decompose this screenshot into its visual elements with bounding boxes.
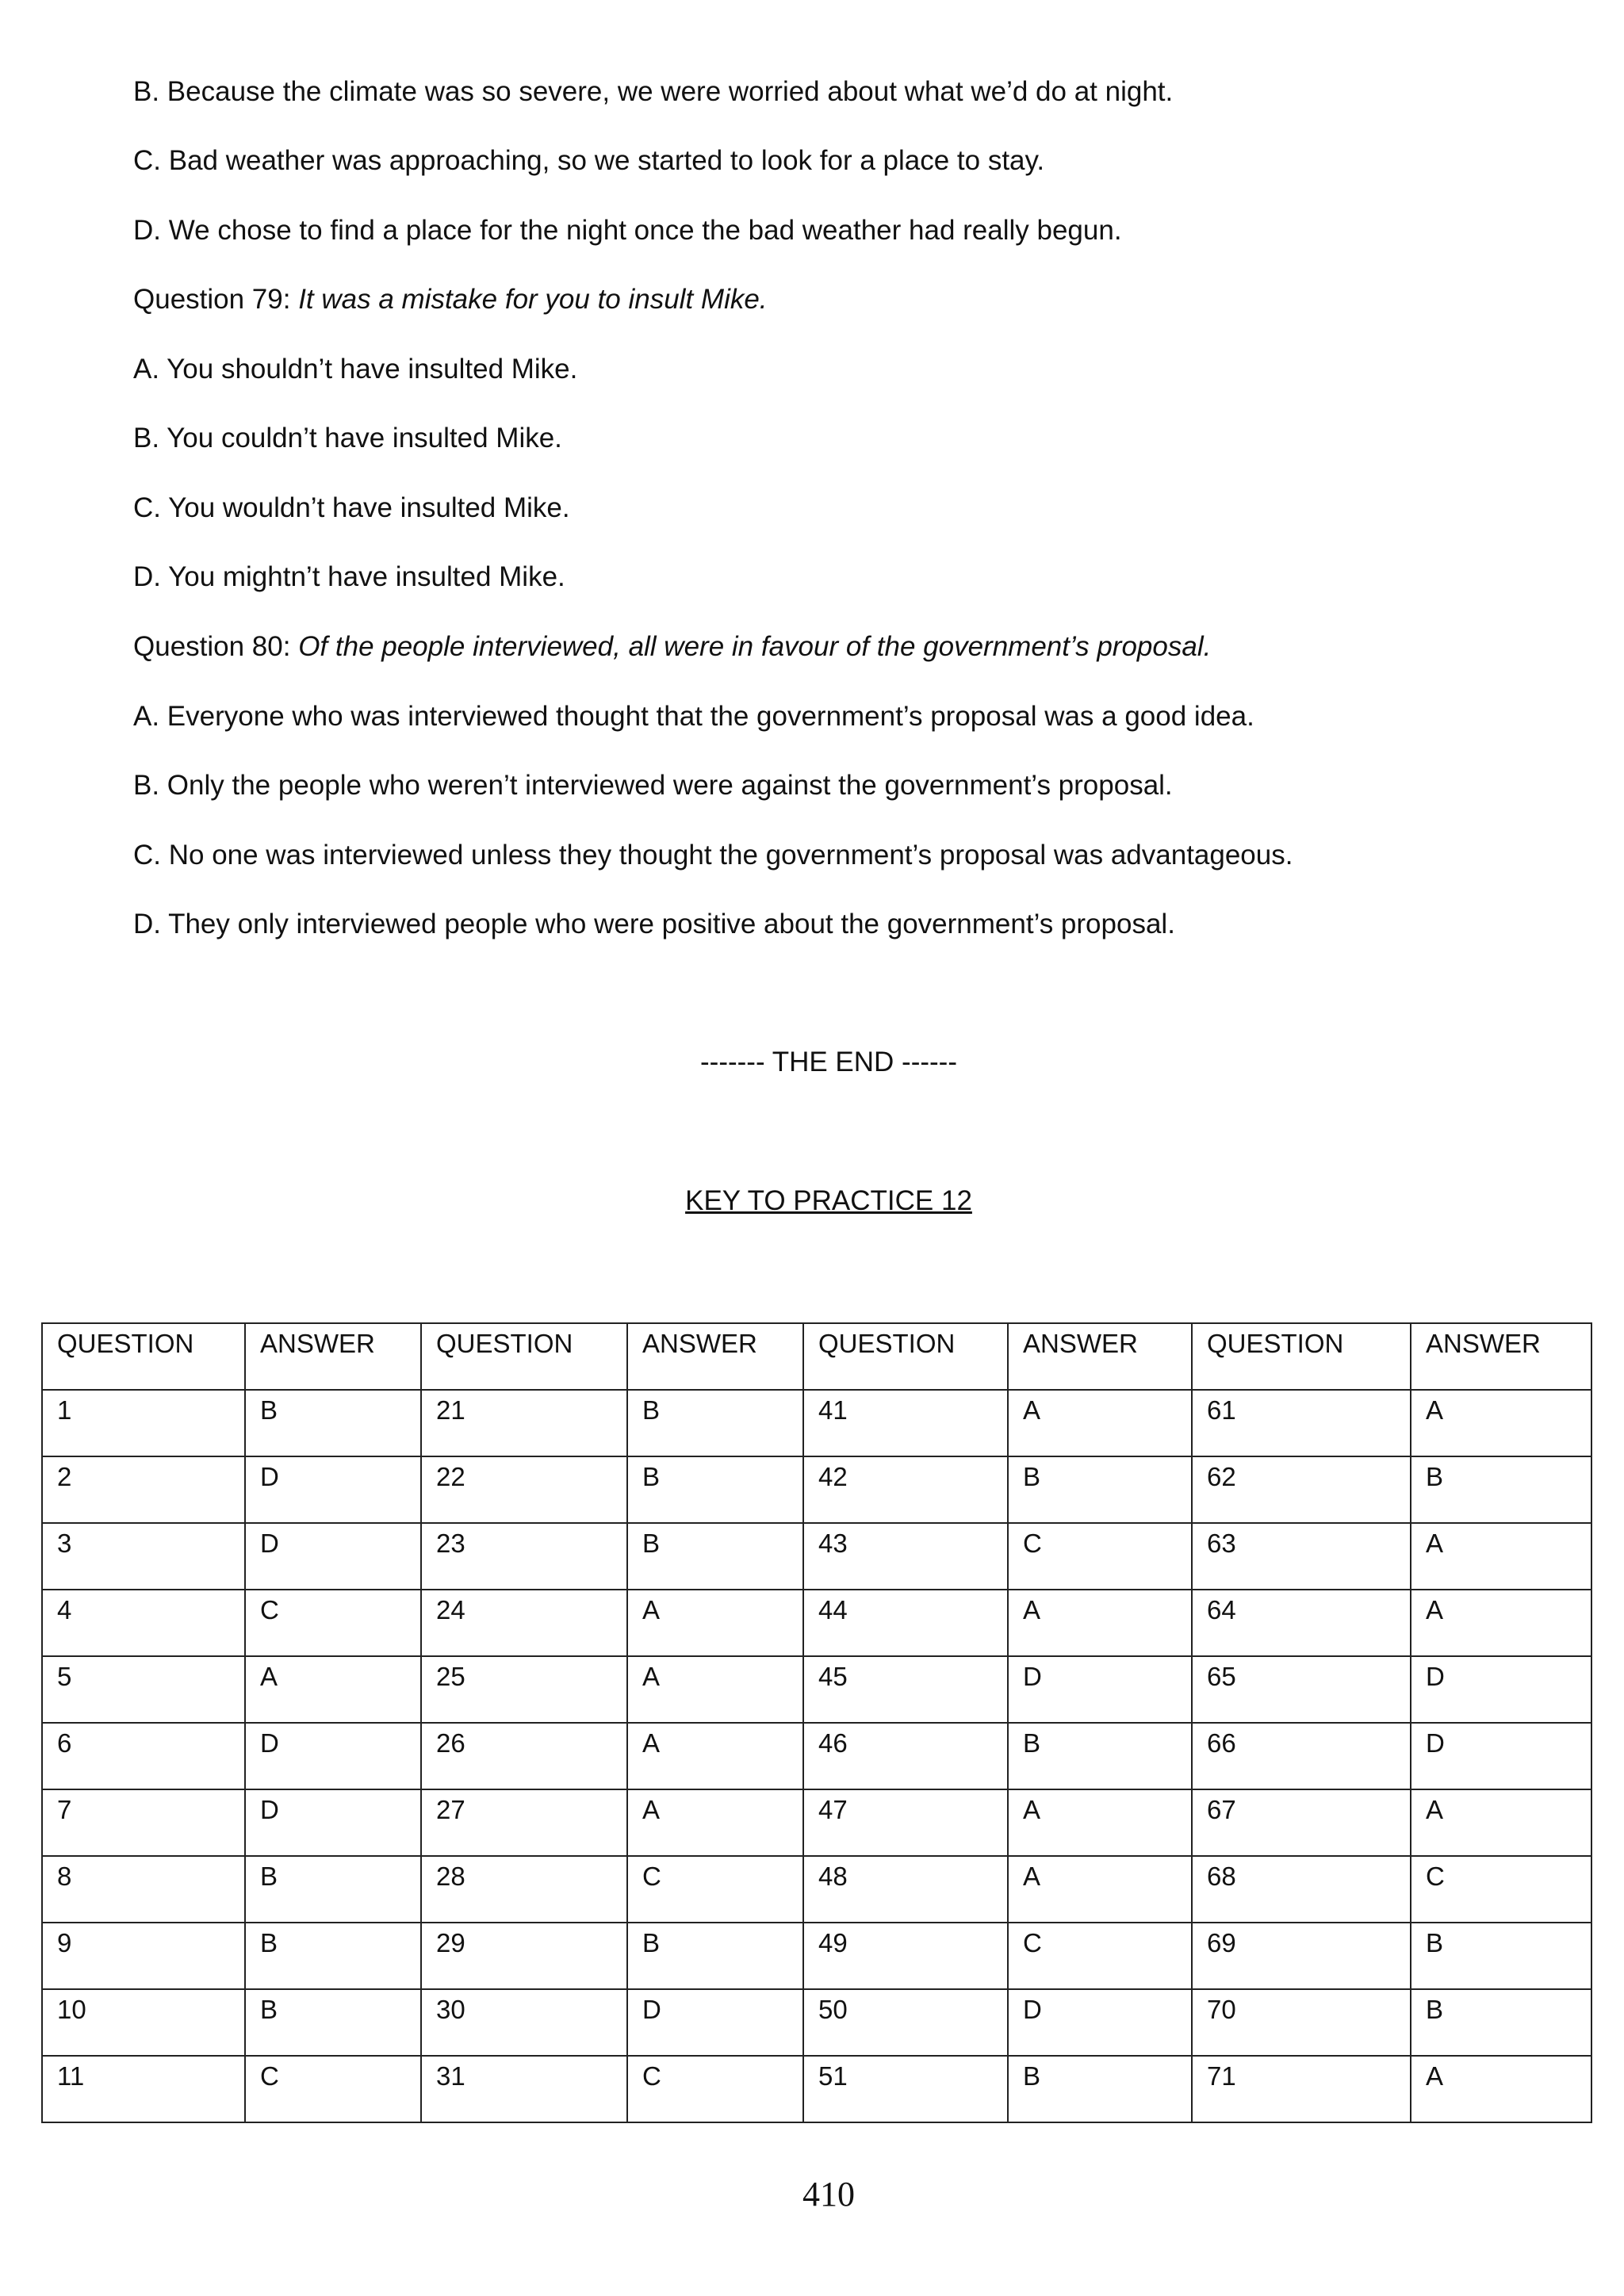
question-number-cell: 44 [803,1590,1008,1656]
answer-cell: A [1008,1856,1192,1923]
question-number-cell: 9 [42,1923,245,1989]
question-number-cell: 47 [803,1789,1008,1856]
answer-cell: B [627,1390,803,1456]
answer-cell: D [1411,1723,1591,1789]
answer-cell: A [1008,1590,1192,1656]
q78-option-d: D. We chose to find a place for the night once the bad weather had really begun. [133,215,1122,246]
question-number-cell: 46 [803,1723,1008,1789]
q79-option-d: D. You mightn’t have insulted Mike. [133,561,565,592]
q80-option-b: B. Only the people who weren’t interviewed were against the government’s proposal. [133,770,1173,801]
question-number-cell: 26 [421,1723,627,1789]
answer-cell: A [627,1590,803,1656]
question-number-cell: 70 [1192,1989,1411,2056]
question-number-cell: 29 [421,1923,627,1989]
q80-option-a: A. Everyone who was interviewed thought that the government’s proposal was a good idea. [133,701,1254,732]
question-number-cell: 66 [1192,1723,1411,1789]
question-number-cell: 42 [803,1456,1008,1523]
answer-cell: C [627,2056,803,2122]
question-number-cell: 71 [1192,2056,1411,2122]
question-number-cell: 8 [42,1856,245,1923]
question-number-cell: 7 [42,1789,245,1856]
answer-cell: B [1411,1456,1591,1523]
answer-cell: C [627,1856,803,1923]
answer-cell: A [245,1656,421,1723]
q79-stem: It was a mistake for you to insult Mike. [298,284,768,315]
question-number-cell: 30 [421,1989,627,2056]
answer-cell: C [1008,1523,1192,1590]
q78-option-b: B. Because the climate was so severe, we were worried about what we’d do at night. [133,76,1174,107]
question-number-cell: 43 [803,1523,1008,1590]
question-number-cell: 67 [1192,1789,1411,1856]
q80-option-d: D. They only interviewed people who were positive about the government’s proposal. [133,909,1175,939]
answer-cell: B [245,1923,421,1989]
answer-cell: A [627,1789,803,1856]
question-number-cell: 24 [421,1590,627,1656]
answer-cell: A [1008,1390,1192,1456]
answer-cell: B [245,1856,421,1923]
answer-cell: A [1411,1390,1591,1456]
table-header-row [42,1323,1591,1390]
question-number-cell: 51 [803,2056,1008,2122]
question-number-cell: 48 [803,1856,1008,1923]
q80-stem: Of the people interviewed, all were in favour of the government’s proposal. [298,631,1212,662]
q78-option-c: C. Bad weather was approaching, so we started to look for a place to stay. [133,145,1045,176]
answer-cell: C [245,1590,421,1656]
answer-cell: B [245,1390,421,1456]
question-number-cell: 28 [421,1856,627,1923]
question-number-cell: 50 [803,1989,1008,2056]
q79-option-c: C. You wouldn’t have insulted Mike. [133,492,570,523]
page-number: 410 [802,2175,855,2214]
table-row [42,1456,1591,1523]
answer-cell: A [1411,1590,1591,1656]
answer-cell: D [1411,1656,1591,1723]
table-row [42,1523,1591,1590]
answer-cell: C [245,2056,421,2122]
answer-cell: D [245,1789,421,1856]
question-number-cell: 69 [1192,1923,1411,1989]
header-answer: ANSWER [1008,1323,1192,1390]
table-row [42,1789,1591,1856]
header-answer: ANSWER [245,1323,421,1390]
question-number-cell: 23 [421,1523,627,1590]
answer-cell: D [627,1989,803,2056]
q79-label: Question 79: [133,284,291,315]
table-row [42,1390,1591,1456]
answer-cell: B [1008,1456,1192,1523]
table-row [42,2056,1591,2122]
question-number-cell: 11 [42,2056,245,2122]
question-number-cell: 27 [421,1789,627,1856]
answer-cell: A [627,1656,803,1723]
q79-option-b: B. You couldn’t have insulted Mike. [133,423,562,453]
table-row [42,1590,1591,1656]
q79-prompt [133,283,768,316]
table-row [42,1856,1591,1923]
question-number-cell: 5 [42,1656,245,1723]
table-row [42,1923,1591,1989]
q79-option-a: A. You shouldn’t have insulted Mike. [133,354,578,385]
question-number-cell: 2 [42,1456,245,1523]
answer-cell: B [1008,2056,1192,2122]
question-number-cell: 6 [42,1723,245,1789]
answer-cell: D [1008,1989,1192,2056]
header-question: QUESTION [42,1323,245,1390]
answer-cell: A [1411,2056,1591,2122]
question-number-cell: 68 [1192,1856,1411,1923]
q80-prompt [133,630,1211,664]
question-number-cell: 63 [1192,1523,1411,1590]
question-number-cell: 62 [1192,1456,1411,1523]
question-number-cell: 21 [421,1390,627,1456]
question-number-cell: 25 [421,1656,627,1723]
answer-cell: A [1008,1789,1192,1856]
table-row [42,1989,1591,2056]
key-title: KEY TO PRACTICE 12 [685,1185,972,1216]
question-number-cell: 64 [1192,1590,1411,1656]
answer-cell: B [627,1923,803,1989]
header-answer: ANSWER [1411,1323,1591,1390]
answer-cell: D [1008,1656,1192,1723]
header-answer: ANSWER [627,1323,803,1390]
table-row [42,1656,1591,1723]
the-end-marker: ------- THE END ------ [700,1047,957,1077]
q80-label: Question 80: [133,631,291,662]
question-number-cell: 49 [803,1923,1008,1989]
answer-cell: D [245,1723,421,1789]
q80-option-c: C. No one was interviewed unless they thought the government’s proposal was advantageous. [133,840,1293,871]
answer-cell: B [1411,1989,1591,2056]
answer-cell: B [627,1456,803,1523]
question-number-cell: 3 [42,1523,245,1590]
answer-cell: A [627,1723,803,1789]
question-number-cell: 41 [803,1390,1008,1456]
question-number-cell: 65 [1192,1656,1411,1723]
question-number-cell: 61 [1192,1390,1411,1456]
question-number-cell: 10 [42,1989,245,2056]
answer-cell: B [1008,1723,1192,1789]
header-question: QUESTION [803,1323,1008,1390]
answer-cell: B [627,1523,803,1590]
answer-cell: D [245,1523,421,1590]
answer-cell: B [1411,1923,1591,1989]
question-number-cell: 1 [42,1390,245,1456]
answer-cell: C [1411,1856,1591,1923]
header-question: QUESTION [421,1323,627,1390]
header-question: QUESTION [1192,1323,1411,1390]
answer-cell: B [245,1989,421,2056]
answer-key-table [41,1322,1592,2123]
question-number-cell: 45 [803,1656,1008,1723]
question-number-cell: 22 [421,1456,627,1523]
answer-cell: A [1411,1523,1591,1590]
answer-cell: C [1008,1923,1192,1989]
answer-cell: D [245,1456,421,1523]
question-number-cell: 4 [42,1590,245,1656]
question-number-cell: 31 [421,2056,627,2122]
table-row [42,1723,1591,1789]
answer-cell: A [1411,1789,1591,1856]
